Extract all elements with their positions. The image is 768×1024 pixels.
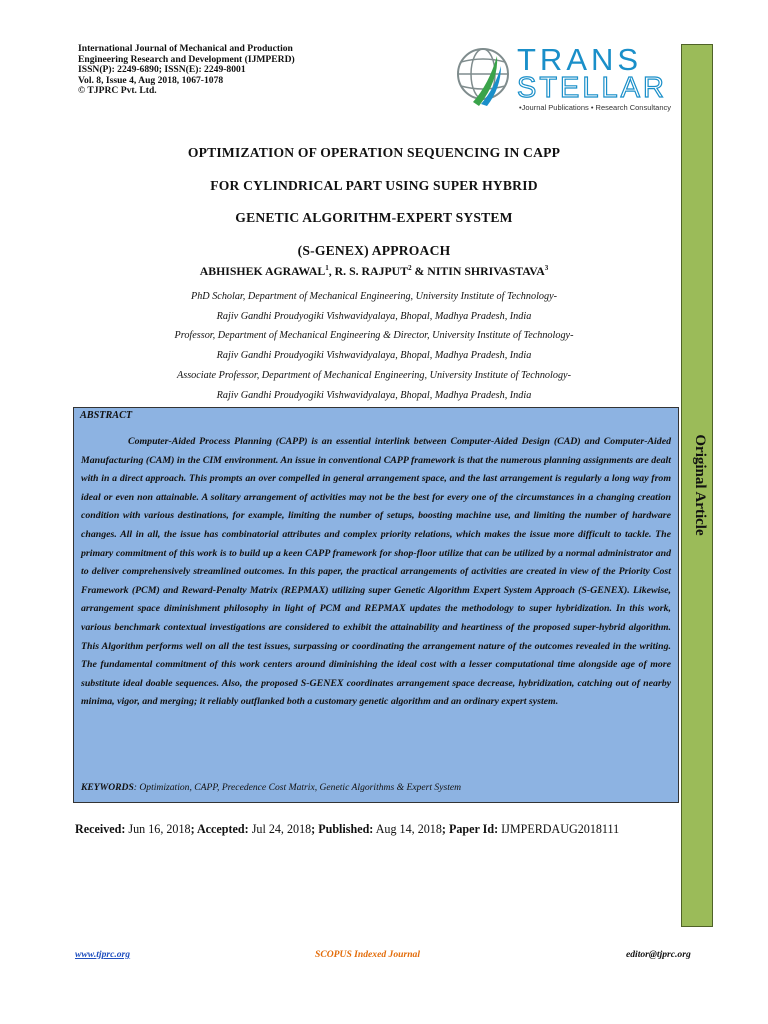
author-3-marker: 3	[544, 264, 549, 273]
accepted-label: ; Accepted:	[190, 822, 249, 836]
website-link[interactable]: www.tjprc.org	[75, 949, 131, 960]
editor-email: editor@tjprc.org	[626, 949, 691, 960]
abstract-heading: ABSTRACT	[80, 410, 133, 421]
abstract-box	[73, 407, 679, 803]
affiliations	[80, 287, 668, 405]
journal-copyright: © TJPRC Pvt. Ltd.	[78, 85, 157, 97]
abstract-body: Computer-Aided Process Planning (CAPP) is an essential interlink between Computer-Aided Design (CAD) and Computer-Aided Manufacturing (CAM) in the CIM environment. An issue in conventional CAPP framework is that the numerous planning assignments are dealt with in a direct approach. This prompts an over compelled in general arrangement space, and the last arrangement is regularly a long way from ideal or even non attainable. A solitary arrangement of activities may not be the best for every one of the circumstances in a changing creation condition with various destinations, for example, limiting the number of setups, boosting machine use, and limiting the number of hardware changes. All in all, the issue has combinatorial attributes and complex priority relations, which makes the issue more difficult to tackle. The primary commitment of this work is to build up a keen CAPP framework for shop-floor utilize that can be utilized by a normal administrator and to deliver comprehensively streamlined outcomes. In this paper, the practical arrangements of activities are created in view of the Priority Cost Framework (PCM) and Reward-Penalty Matrix (REPMAX) utilizing super Genetic Algorithm Expert System Approach (S-GENEX). Likewise, arrangement space diminishment philosophy in light of PCM and REPMAX updates the methodology to super hybridization. In this work, various benchmark contextual investigations are considered to exhibit the attainability and heartiness of the proposed super-hybrid algorithm. This Algorithm performs well on all the test issues, surpassing or coordinating the arrangement nature of the outcomes revealed in the writing. The fundamental commitment of this work centers around diminishing the ideal cost with a lesser computational time alongside age of more substitute ideal doable sequences. Also, the proposed S-GENEX coordinates arrangement space decrease, hybridization, catching out of nearby minima, vigor, and merging; it reliably outflanked both a customary genetic algorithm and an ordinary expert system.	[81, 436, 671, 708]
author-1-marker: 1	[325, 264, 329, 273]
affiliation-line: Rajiv Gandhi Proudyogiki Vishwavidyalaya, Bhopal, Madhya Pradesh, India	[216, 310, 532, 322]
affiliation-line: PhD Scholar, Department of Mechanical Engineering, University Institute of Technology-	[190, 291, 558, 302]
paper-id: IJMPERDAUG2018111	[498, 822, 620, 836]
publication-dates	[75, 822, 619, 837]
title-line-4: (S-GENEX) APPROACH	[297, 242, 451, 258]
published-label: ; Published:	[311, 822, 374, 836]
keywords-list: : Optimization, CAPP, Precedence Cost Matrix, Genetic Algorithms & Expert System	[133, 782, 462, 793]
author-list	[80, 264, 668, 279]
original-article-label: Original Article	[692, 434, 708, 536]
author-2-marker: 2	[408, 264, 412, 273]
keywords	[81, 782, 461, 793]
title-line-3: GENETIC ALGORITHM-EXPERT SYSTEM	[235, 210, 513, 225]
keywords-label: KEYWORDS	[81, 782, 134, 793]
logo-word-trans: TRANS	[517, 42, 643, 77]
logo-tagline: •Journal Publications • Research Consultancy	[519, 103, 671, 112]
paper-id-label: ; Paper Id:	[441, 822, 499, 836]
received-label: Received:	[75, 822, 126, 836]
transstellar-logo	[455, 44, 670, 114]
author-3: & NITIN SHRIVASTAVA	[411, 264, 545, 278]
affiliation-line: Rajiv Gandhi Proudyogiki Vishwavidyalaya, Bhopal, Madhya Pradesh, India	[216, 389, 532, 401]
received-date: Jun 16, 2018	[125, 822, 191, 836]
published-date: Aug 14, 2018	[373, 822, 442, 836]
author-1: ABHISHEK AGRAWAL	[199, 264, 326, 278]
affiliation-line: Rajiv Gandhi Proudyogiki Vishwavidyalaya, Bhopal, Madhya Pradesh, India	[216, 350, 532, 362]
journal-info	[78, 44, 295, 97]
affiliation-line: Associate Professor, Department of Mechanical Engineering, University Institute of Technology-	[177, 369, 571, 381]
original-article-sidebar	[681, 44, 713, 927]
globe-icon	[455, 44, 515, 110]
journal-name-line1: International Journal of Mechanical and Production	[78, 43, 293, 54]
affiliation-line: Professor, Department of Mechanical Engineering & Director, University Institute of Technology-	[174, 330, 574, 342]
paper-title	[80, 137, 668, 267]
author-2: , R. S. RAJPUT	[328, 264, 409, 278]
journal-issn: ISSN(P): 2249-6890; ISSN(E): 2249-8001	[78, 64, 246, 76]
accepted-date: Jul 24, 2018	[248, 822, 312, 836]
journal-name-line2: Engineering Research and Development (IJMPERD)	[78, 53, 295, 65]
journal-volume: Vol. 8, Issue 4, Aug 2018, 1067-1078	[78, 74, 224, 86]
title-line-2: FOR CYLINDRICAL PART USING SUPER HYBRID	[210, 177, 538, 193]
logo-word-stellar: STELLAR	[517, 72, 667, 104]
title-line-1: OPTIMIZATION OF OPERATION SEQUENCING IN CAPP	[187, 145, 561, 160]
scopus-label: SCOPUS Indexed Journal	[315, 949, 421, 960]
